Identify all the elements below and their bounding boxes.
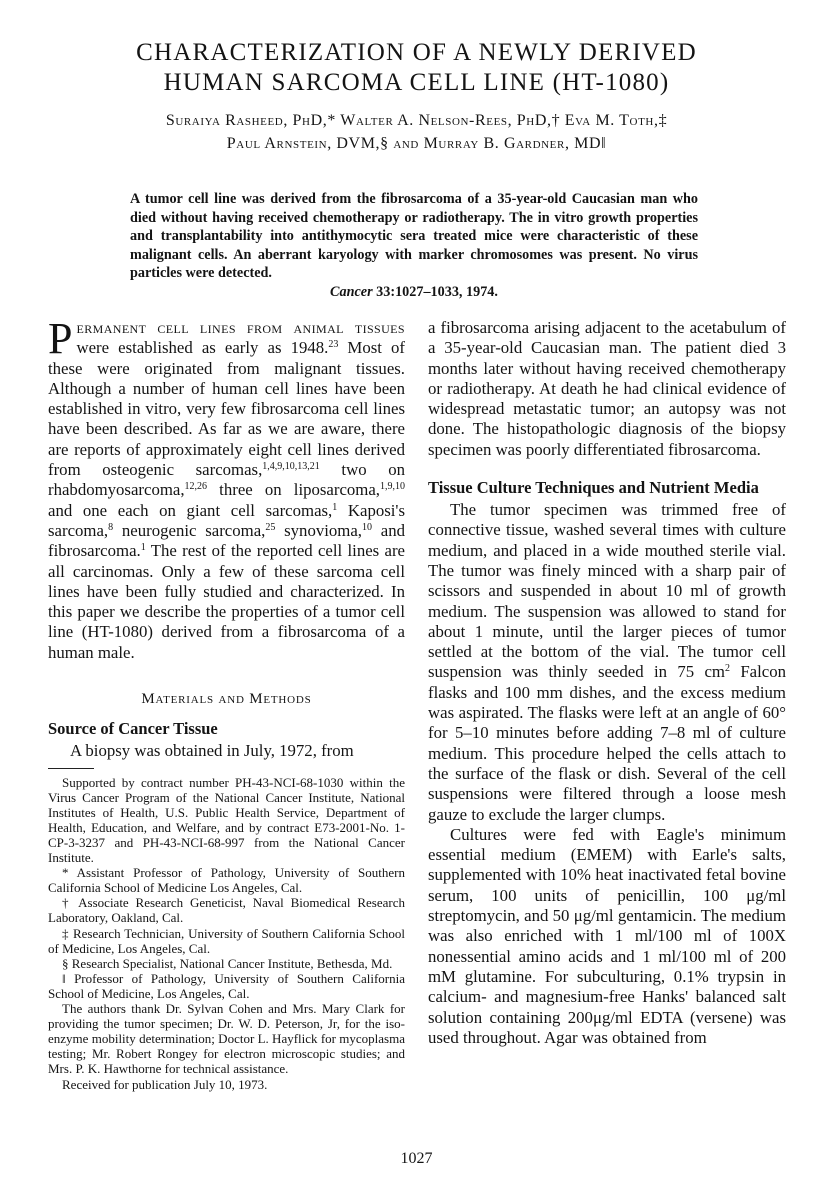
source-paragraph-start: A biopsy was obtained in July, 1972, from [70,741,354,761]
right-column [428,318,786,1048]
intro-paragraph [48,314,405,663]
right-column-text [428,318,786,1048]
intro-text: neurogenic sarcoma, [113,520,266,540]
subheading-tissue-culture: Tissue Culture Techniques and Nutrient Media [428,478,759,498]
intro-text: Most of these were originated from malignant tissues. Although a number of human cell lines have been established in vitro, very few fibrosarcoma cell lines have been described. As far as we are aware, there are reports of approximately eight cell lines derived from osteogenic sarcomas, [48,338,405,480]
source-paragraph-continued: a fibrosarcoma arising adjacent to the acetabulum of a 35-year-old Caucasian man. The patient died 3 months later without having received chemotherapy or radiotherapy. At death he had clinical evidence of widespread metastatic tumor; an autopsy was not done. The histopathologic diagnosis of the biopsy specimen was poorly differentiated fibrosarcoma. [428,318,786,459]
footnote-rule [48,768,94,769]
citation-journal: Cancer [330,283,373,300]
footnote-affiliation: § Research Specialist, National Cancer Institute, Bethesda, Md. [62,955,393,971]
subheading-source-of-cancer-tissue: Source of Cancer Tissue [48,719,218,739]
citation-superscript: 1,9,10 [380,481,405,493]
citation-superscript: 1,4,9,10,13,21 [262,461,320,473]
abstract-text: A tumor cell line was derived from the fibrosarcoma of a 35-year-old Caucasian man who died without having received chemotherapy or radiotherapy. The in vitro growth properties and transplantability into antithymocytic sera treated mice were characteristic of these malignant cells. An aberrant karyology with marker chromosomes was present. No virus particles were detected. [130,191,698,282]
citation-superscript: 10 [361,521,372,533]
footnote-affiliation: ‖ Professor of Pathology, University of Southern California School of Medicine, Los Angeles, Cal. [48,970,405,1001]
author-list-line-1: Suraiya Rasheed, PhD,* Walter A. Nelson-Rees, PhD,† Eva M. Toth,‡ [165,112,668,129]
intro-text: Kaposi's sarcoma, [48,500,405,540]
footnote-affiliation: * Assistant Professor of Pathology, University of Southern California School of Medicine Los Angeles, Cal. [48,865,405,896]
intro-text: three on liposarcoma, [207,480,380,500]
citation-superscript: 8 [108,521,114,533]
unit-superscript: 2 [724,663,730,675]
citation-superscript: 1 [140,542,146,554]
tissue-text: The tumor specimen was trimmed free of connective tissue, washed several times with culture medium, and placed in a wide mouthed sterile vial. The tumor was finely minced with a sharp pair of scissors and suspended in about 10 ml of growth medium. The suspension was allowed to stand for about 1 minute, until the larger pieces of tumor settled at the bottom of the vial. The tumor cell suspension was thinly seeded in 75 cm [428,500,786,682]
intro-text: The rest of the reported cell lines are all carcinomas. Only a few of these sarcoma cell lines have been fully studied and characterized. In this paper we describe the properties of a tumor cell line (HT-1080) derived from a fibrosarcoma of a human male. [48,541,405,662]
footnote-funding: Supported by contract number PH-43-NCI-68-1030 within the Virus Cancer Program of the National Cancer Institute, National Institutes of Health, U.S. Public Health Service, Department of Health, Education, and Welfare, and by contract E73-2001-No. 1-CP-3-3237 and PH-43-NCI-68-997 from the National Cancer Institute. [48,774,405,866]
intro-smallcaps-lead: ermanent cell lines from animal tissues [76,318,405,337]
left-column [48,314,405,1092]
article-title-line-2: HUMAN SARCOMA CELL LINE (HT-1080) [163,69,670,96]
journal-citation [130,283,698,302]
intro-text: were established as early as 1948. [76,338,329,358]
introduction [48,314,405,762]
footnote-affiliation: † Associate Research Geneticist, Naval Biomedical Research Laboratory, Oakland, Cal. [48,895,405,926]
section-heading-materials-methods: Materials and Methods [141,691,312,708]
citation-superscript: 23 [328,339,339,351]
drop-cap: P [48,314,73,363]
tissue-culture-paragraph-1 [428,500,786,825]
footnotes [48,775,405,1092]
citation-reference: 33:1027–1033, 1974. [376,283,498,300]
tissue-culture-paragraph-2: Cultures were fed with Eagle's minimum essential medium (EMEM) with Earle's salts, supplemented with 10% heat inactivated fetal bovine serum, 100 units of penicillin, 100 μg/ml streptomycin, and 50 μg/ml gentamicin. The medium was also enriched with 1 ml/100 ml of 100X nonessential amino acids and 1 ml/100 ml of 200 mM glutamine. For subculturing, 0.1% trypsin in calcium- and magnesium-free Hanks' balanced salt solution containing 200μg/ml EDTA (versene) was used throughout. Agar was obtained from [428,824,786,1047]
author-list-line-2: Paul Arnstein, DVM,§ and Murray B. Gardner, MD‖ [226,135,607,152]
tissue-text: Falcon flasks and 100 mm dishes, and the excess medium was aspirated. The flasks were left at an angle of 60° for 5–10 minutes before adding 7–8 ml of culture medium. This procedure helped the cells attach to the surface of the flask or dish. Several of the cell suspensions were filtered through a loose mesh gauze to exclude the larger clumps. [428,662,787,824]
intro-text: two on rhabdomyosarcoma, [48,460,405,500]
footnote-received-date: Received for publication July 10, 1973. [62,1076,268,1092]
footnote-affiliation: ‡ Research Technician, University of Southern California School of Medicine, Los Angeles, Cal. [48,925,405,956]
abstract [130,190,698,302]
intro-text: synovioma, [275,520,362,540]
intro-text: and fibrosarcoma. [48,520,405,561]
citation-superscript: 1 [332,501,338,513]
article-title-line-1: CHARACTERIZATION OF A NEWLY DERIVED [136,39,697,66]
intro-text: and one each on giant cell sarcomas, [48,500,333,520]
footnote-acknowledgements: The authors thank Dr. Sylvan Cohen and Mrs. Mary Clark for providing the tumor specimen; Dr. W. D. Peterson, Jr, for the iso-enzyme mobility determination; Doctor L. Hayflick for mycoplasma testing; Mr. Robert Rongey for electron microscopic studies; and Mrs. P. K. Hawthorne for technical assistance. [48,1001,405,1077]
citation-superscript: 25 [265,521,276,533]
citation-superscript: 12,26 [184,481,208,493]
page-number: 1027 [400,1150,433,1167]
